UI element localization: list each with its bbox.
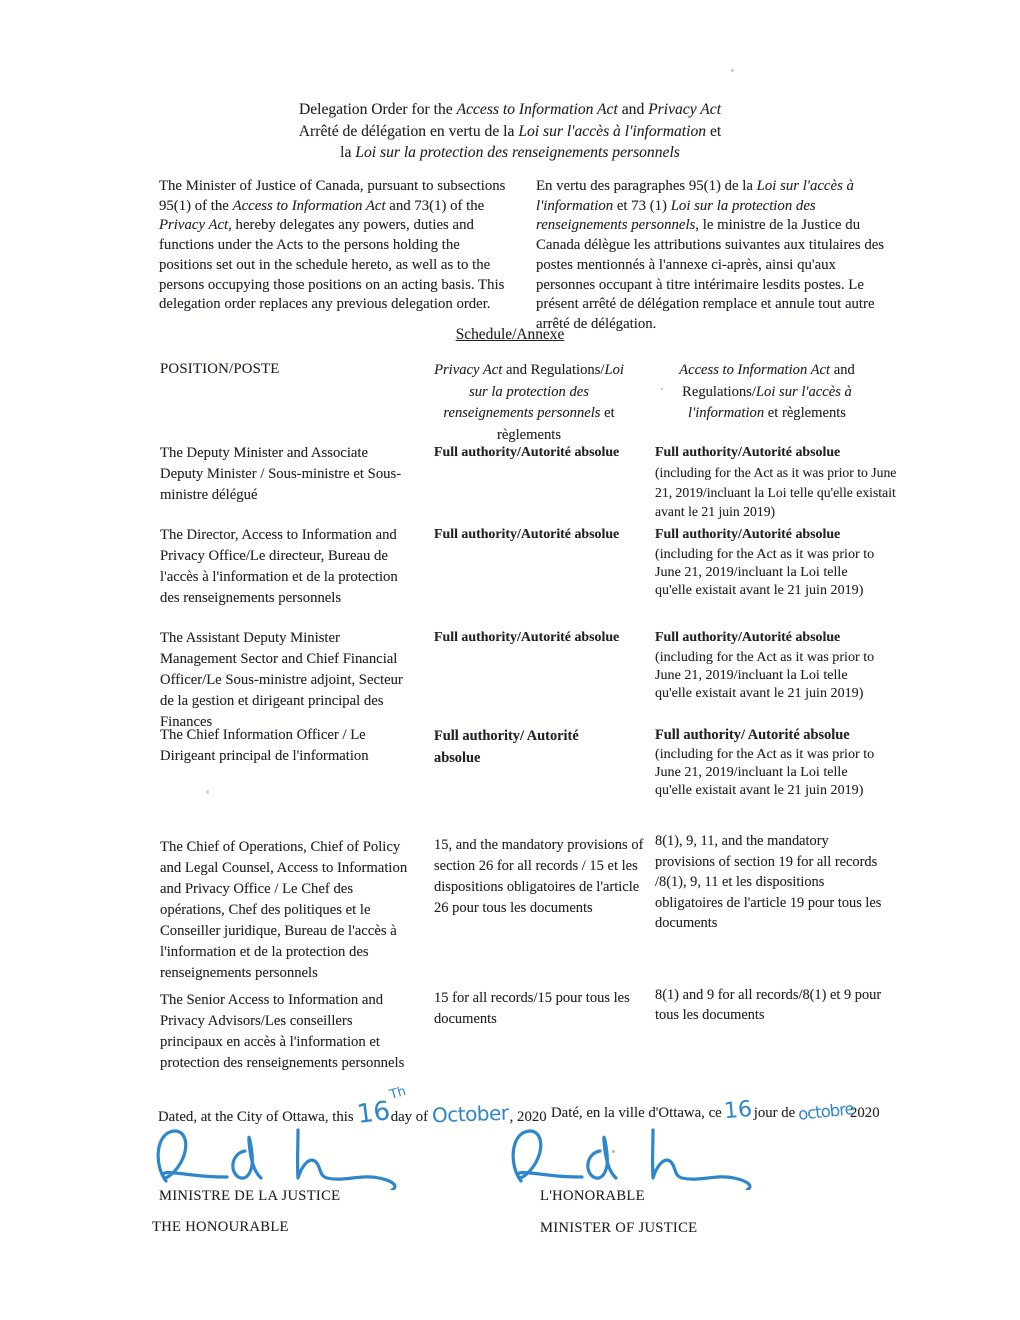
scan-speck xyxy=(661,388,663,390)
intro-paragraph-french: En vertu des paragraphes 95(1) de la Loi sur l'accès à l'information et 73 (1) Loi sur la protection des renseignements personnels, le ministre de la Justice du Canada délègue les attributions suivantes aux titulaires des postes mentionnés à l'annexe ci-après, ainsi qu'aux personnes occupant à titre intérimaire lesdits postes. Le présent arrêté de délégation remplace et annule tout autre arrêté de délégation. xyxy=(536,178,885,332)
dated-prefix: Daté, en la ville d'Ottawa, ce xyxy=(551,1105,722,1121)
signature-title-left-line1: MINISTRE DE LA JUSTICE xyxy=(159,1188,341,1204)
access-authority-cell: Full authority/Autorité absolue (including for the Act as it was prior to June 21, 2019/incluant la Loi telle qu'elle existait avant le 21 juin 2019) xyxy=(655,527,875,598)
position-cell: The Chief of Operations, Chief of Policy and Legal Counsel, Access to Information and Privacy Office / Le Chef des opérations, Chef des politiques et le Conseiller juridique, Bureau de l'accès à l'information et de la protection des renseignements personnels xyxy=(160,839,408,981)
title-line-3: la Loi sur la protection des renseignements personnels xyxy=(340,144,680,161)
signature-title-right-line2: MINISTER OF JUSTICE xyxy=(540,1220,698,1236)
intro-paragraph-english: The Minister of Justice of Canada, pursuant to subsections 95(1) of the Access to Information Act and 73(1) of the Privacy Act, hereby delegates any powers, duties and functions under the Acts to the persons holding the positions set out in the schedule hereto, as well as to the persons occupying those positions on an acting basis. This delegation order replaces any previous delegation order. xyxy=(159,178,506,313)
handwritten-month: octobre xyxy=(797,1099,855,1124)
dated-suffix: 2020 xyxy=(850,1105,880,1121)
position-cell: The Assistant Deputy Minister Management Sector and Chief Financial Officer/Le Sous-ministre adjoint, Secteur de la gestion et dirigeant principal des Finances xyxy=(160,630,403,730)
privacy-authority-cell: Full authority/Autorité absolue xyxy=(434,630,620,645)
privacy-authority-cell: 15, and the mandatory provisions of section 26 for all records / 15 et les dispositions obligatoires de l'article 26 pour tous les documents xyxy=(434,837,644,916)
access-authority-cell: 8(1), 9, 11, and the mandatory provisions of section 19 for all records /8(1), 9, 11 et les dispositions obligatoires de l'article 19 pour tous les documents xyxy=(655,833,882,931)
privacy-authority-cell: Full authority/ Autorité absolue xyxy=(434,728,579,766)
dated-line-french xyxy=(551,1098,880,1123)
privacy-authority-cell: 15 for all records/15 pour tous les documents xyxy=(434,990,630,1027)
position-cell: The Director, Access to Information and Privacy Office/Le directeur, Bureau de l'accès à l'information et de la protection des renseignements personnels xyxy=(160,527,398,606)
access-authority-cell: Full authority/ Autorité absolue (including for the Act as it was prior to June 21, 2019/incluant la Loi telle qu'elle existait avant le 21 juin 2019) xyxy=(655,727,875,798)
access-authority-cell: Full authority/Autorité absolue (including for the Act as it was prior to June 21, 2019/incluant la Loi telle qu'elle existait avant le 21 juin 2019) xyxy=(655,445,897,519)
signature-ink-left xyxy=(148,1122,448,1190)
signature-ink-right xyxy=(503,1122,803,1190)
dated-mid: jour de xyxy=(753,1105,796,1121)
position-cell: The Senior Access to Information and Privacy Advisors/Les conseillers principaux en accès à l'information et protection des renseignements personnels xyxy=(160,992,405,1071)
signature-title-right-line1: L'HONORABLE xyxy=(540,1188,645,1204)
position-cell: The Chief Information Officer / Le Dirigeant principal de l'information xyxy=(160,727,369,764)
privacy-authority-cell: Full authority/Autorité absolue xyxy=(434,527,620,542)
position-cell: The Deputy Minister and Associate Deputy Minister / Sous-ministre et Sous-ministre délégué xyxy=(160,445,402,503)
schedule-heading: Schedule/Annexe xyxy=(455,326,565,343)
handwritten-day: 16 xyxy=(722,1096,753,1125)
title-line-1: Delegation Order for the Access to Information Act and Privacy Act xyxy=(298,101,722,118)
privacy-authority-cell: Full authority/Autorité absolue xyxy=(434,445,620,460)
signature-title-left-line2: THE HONOURABLE xyxy=(152,1219,289,1235)
column-header-access-act: Access to Information Act and Regulations/Loi sur l'accès à l'information et règlements xyxy=(679,362,855,421)
access-authority-cell: Full authority/Autorité absolue (including for the Act as it was prior to June 21, 2019/incluant la Loi telle qu'elle existait avant le 21 juin 2019) xyxy=(655,630,875,701)
column-header-position: POSITION/POSTE xyxy=(160,361,280,377)
handwritten-month: October xyxy=(431,1100,510,1128)
scan-speck xyxy=(206,790,209,794)
scan-speck xyxy=(612,1150,615,1153)
title-line-2: Arrêté de délégation en vertu de la Loi sur l'accès à l'information et xyxy=(298,122,722,140)
dated-prefix: Dated, at the City of Ottawa, this xyxy=(158,1109,354,1125)
column-header-privacy-act: Privacy Act and Regulations/Loi sur la protection des renseignements personnels et règlements xyxy=(434,362,624,443)
document-title xyxy=(0,99,1020,164)
dated-suffix: , 2020 xyxy=(509,1109,547,1125)
dated-mid: day of xyxy=(390,1109,429,1125)
access-authority-cell: 8(1) and 9 for all records/8(1) et 9 pour tous les documents xyxy=(655,987,882,1023)
handwritten-day-suffix: Th xyxy=(387,1083,408,1103)
handwritten-day: 16 Th xyxy=(354,1083,408,1130)
scan-speck xyxy=(731,69,734,72)
